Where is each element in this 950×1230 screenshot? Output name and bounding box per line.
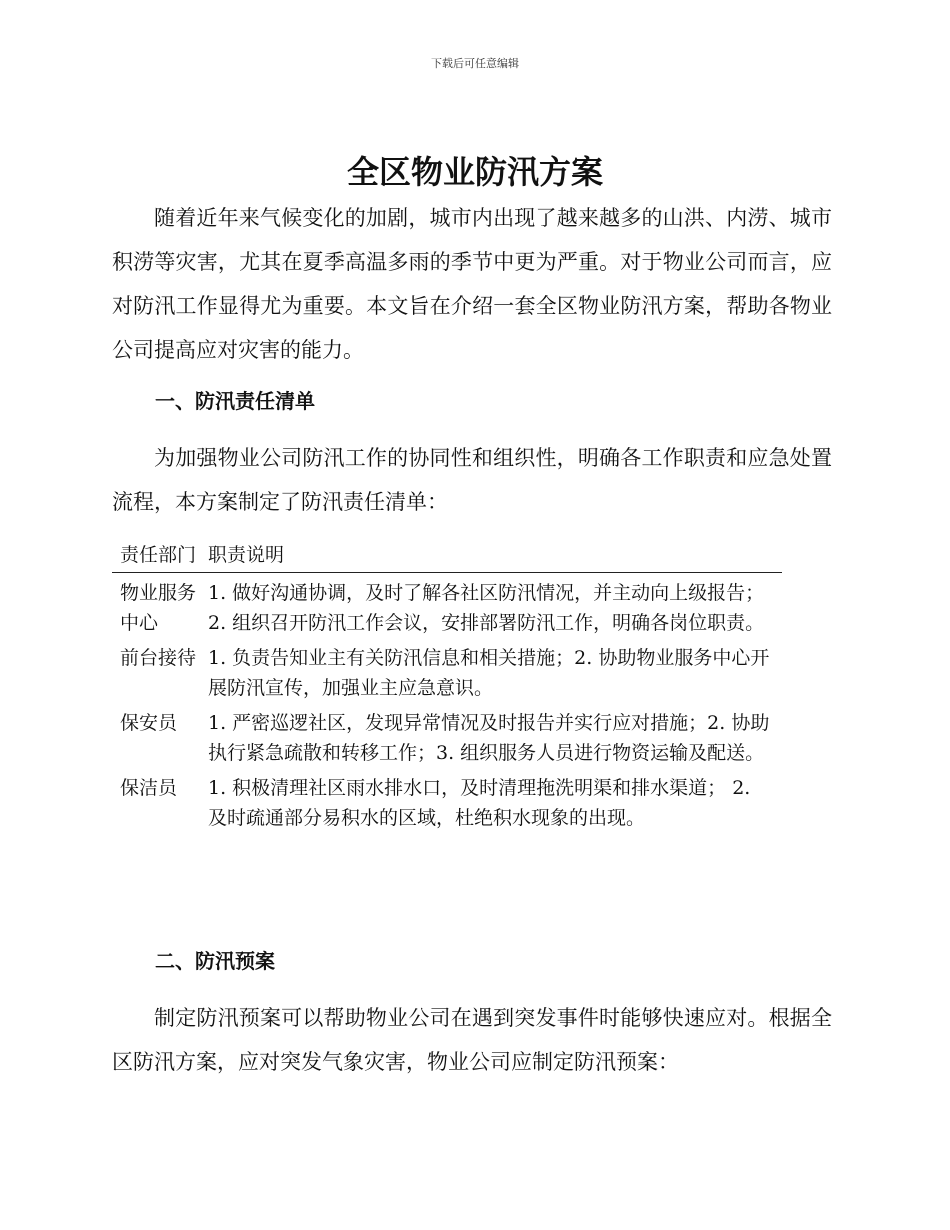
document-title: 全区物业防汛方案	[346, 153, 603, 191]
section1-heading: 一、防汛责任清单	[155, 389, 315, 413]
responsibility-table	[112, 540, 782, 833]
row-duty: 1. 做好沟通协调，及时了解各社区防汛情况，并主动向上级报告；2. 组织召开防汛工作会议，安排部署防汛工作，明确各岗位职责。	[208, 582, 765, 634]
header-note: 下载后可任意编辑	[431, 57, 519, 70]
table-row	[112, 708, 782, 768]
row-dept: 前台接待	[120, 647, 197, 669]
section1-paragraph: 为加强物业公司防汛工作的协同性和组织性，明确各工作职责和应急处置流程，本方案制定了防汛责任清单：	[112, 446, 832, 514]
intro-paragraph: 随着近年来气候变化的加剧，城市内出现了越来越多的山洪、内涝、城市积涝等灾害，尤其在夏季高温多雨的季节中更为严重。对于物业公司而言，应对防汛工作显得尤为重要。本文旨在介绍一套全区物业防汛方案，帮助各物业公司提高应对灾害的能力。	[112, 206, 832, 362]
header-duty: 职责说明	[208, 544, 285, 566]
section2-paragraph: 制定防汛预案可以帮助物业公司在遇到突发事件时能够快速应对。根据全区防汛方案，应对突发气象灾害，物业公司应制定防汛预案：	[112, 1006, 832, 1074]
row-duty: 1. 积极清理社区雨水排水口，及时清理拖洗明渠和排水渠道； 2. 及时疏通部分易积水的区域，杜绝积水现象的出现。	[208, 777, 751, 829]
table-header	[112, 540, 782, 573]
row-dept: 物业服务中心	[120, 582, 197, 634]
row-duty: 1. 负责告知业主有关防汛信息和相关措施；2. 协助物业服务中心开展防汛宣传，加强业主应急意识。	[208, 647, 770, 699]
table-row	[112, 578, 782, 638]
row-duty: 1. 严密巡逻社区，发现异常情况及时报告并实行应对措施；2. 协助执行紧急疏散和转移工作；3. 组织服务人员进行物资运输及配送。	[208, 712, 770, 764]
table-row	[112, 773, 782, 833]
row-dept: 保洁员	[120, 777, 178, 799]
table-row	[112, 643, 782, 703]
row-dept: 保安员	[120, 712, 178, 734]
section2-heading: 二、防汛预案	[155, 949, 275, 973]
header-dept: 责任部门	[120, 544, 197, 566]
